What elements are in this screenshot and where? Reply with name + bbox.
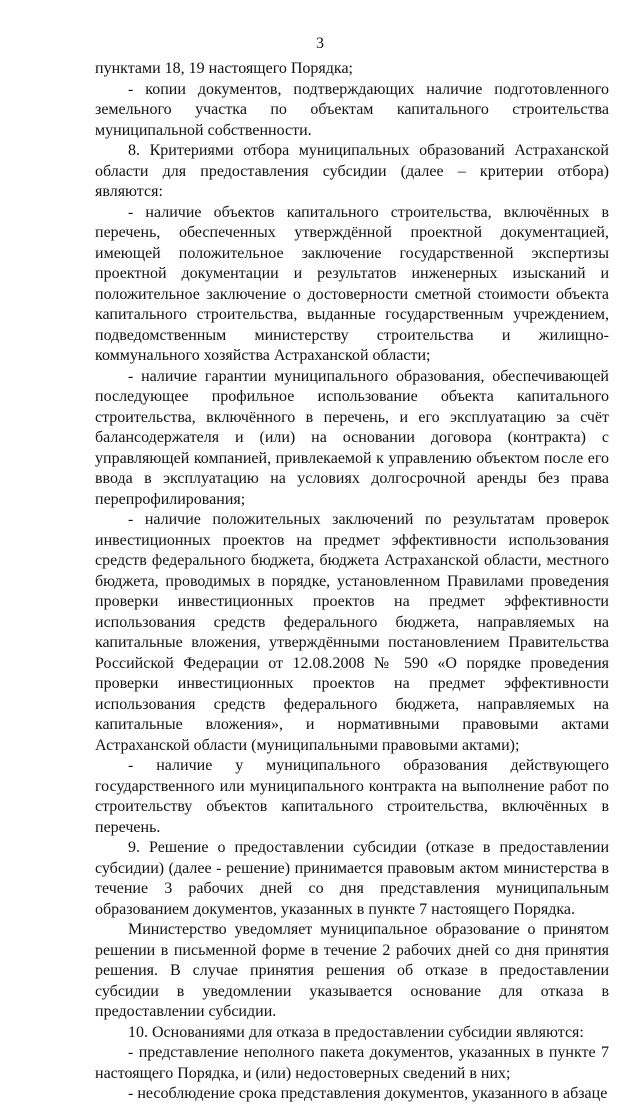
paragraph: пунктами 18, 19 настоящего Порядка; (95, 60, 353, 77)
paragraph: - наличие объектов капитального строительства, включённых в перечень, обеспеченных утверждённой проектной документацией, имеющей положительное заключение государственной экспертизы проектной документации и результатов инженерных изысканий и положительное заключение о достоверности сметной стоимости объекта капитального строительства, выданные государственным учреждением, подведомственным министерству строительства и жилищно-коммунального хозяйства Астраханской области; (95, 203, 609, 364)
document-body (95, 59, 609, 1105)
paragraph: - наличие у муниципального образования действующего государственного или муниципального контракта на выполнение работ по строительству объектов капитального строительства, включённых в перечень. (95, 757, 609, 836)
paragraph: - несоблюдение срока представления документов, указанного в абзаце (128, 1085, 608, 1102)
paragraph: - наличие гарантии муниципального образования, обеспечивающей последующее профильное использование объекта капитального строительства, включённого в перечень, и его эксплуатацию за счёт балансодержателя и (или) на основании договора (контракта) с управляющей компанией, привлекаемой к управлению объектом после его ввода в эксплуатацию на условиях долгосрочной аренды без права перепрофилирования; (95, 367, 609, 508)
paragraph: - копии документов, подтверждающих наличие подготовленного земельного участка по объектам капитального строительства муниципальной собственности. (95, 80, 609, 139)
paragraph: - представление неполного пакета документов, указанных в пункте 7 настоящего Порядка, и (или) недостоверных сведений в них; (95, 1044, 609, 1082)
page-number: 3 (316, 35, 324, 52)
paragraph: 8. Критериями отбора муниципальных образований Астраханской области для предоставления субсидии (далее – критерии отбора) являются: (95, 142, 609, 200)
paragraph: 9. Решение о предоставлении субсидии (отказе в предоставлении субсидии) (далее - решение) принимается правовым актом министерства в течение 3 рабочих дней со дня представления муниципальным образованием документов, указанных в пункте 7 настоящего Порядка. (95, 839, 609, 918)
paragraph: - наличие положительных заключений по результатам проверок инвестиционных проектов на предмет эффективности использования средств федерального бюджета, бюджета Астраханской области, местного бюджета, проводимых в порядке, установленном Правилами проведения проверки инвестиционных проектов на предмет эффективности использования средств федерального бюджета, направляемых на капитальные вложения, утверждёнными постановлением Правительства Российской Федерации от 12.08.2008 № 590 «О порядке проведения проверки инвестиционных проектов на предмет эффективности использования средств федерального бюджета, направляемых на капитальные вложения», и нормативными правовыми актами Астраханской области (муниципальными правовыми актами); (95, 511, 609, 754)
paragraph: Министерство уведомляет муниципальное образование о принятом решении в письменной форме в течение 2 рабочих дней со дня принятия решения. В случае принятия решения об отказе в предоставлении субсидии в уведомлении указывается основание для отказа в предоставлении субсидии. (95, 921, 609, 1020)
paragraph: 10. Основаниями для отказа в предоставлении субсидии являются: (128, 1023, 584, 1041)
